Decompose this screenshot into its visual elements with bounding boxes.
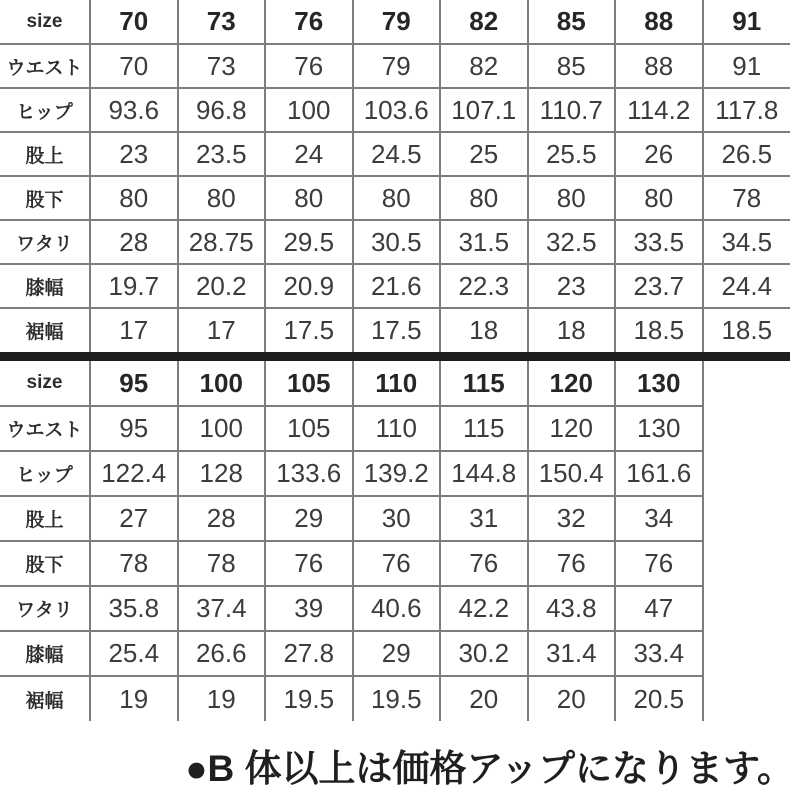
table-cell: 33.5: [615, 220, 703, 264]
size-header-cell: 76: [265, 0, 353, 44]
table-cell: 76: [615, 541, 703, 586]
size-header-cell: 100: [178, 361, 266, 406]
table-cell: 76: [353, 541, 441, 586]
table-cell: 80: [440, 176, 528, 220]
table-cell: 82: [440, 44, 528, 88]
table-cell: 114.2: [615, 88, 703, 132]
table-cell: 23: [528, 264, 616, 308]
row-label: ヒップ: [0, 88, 90, 132]
table-cell: 47: [615, 586, 703, 631]
table-row: [0, 631, 703, 676]
size-header-label: size: [0, 361, 90, 406]
table-divider-bar: [0, 352, 790, 361]
table-cell: 93.6: [90, 88, 178, 132]
row-label: ワタリ: [0, 220, 90, 264]
table-cell: 80: [265, 176, 353, 220]
table-row: [0, 44, 790, 88]
table-row: [0, 264, 790, 308]
table-cell: 96.8: [178, 88, 266, 132]
table-cell: 30.2: [440, 631, 528, 676]
table-cell: 19: [90, 676, 178, 721]
table-cell: 30.5: [353, 220, 441, 264]
table-cell: 28: [178, 496, 266, 541]
table-cell: 117.8: [703, 88, 791, 132]
size-header-row: [0, 0, 790, 44]
table-cell: 35.8: [90, 586, 178, 631]
table-cell: 120: [528, 406, 616, 451]
table-cell: 79: [353, 44, 441, 88]
table-cell: 20.5: [615, 676, 703, 721]
table-cell: 28.75: [178, 220, 266, 264]
row-label: 裾幅: [0, 676, 90, 721]
table-cell: 31.5: [440, 220, 528, 264]
table-row: [0, 496, 703, 541]
size-header-cell: 85: [528, 0, 616, 44]
table-cell: 122.4: [90, 451, 178, 496]
table-row: [0, 220, 790, 264]
table-cell: 29.5: [265, 220, 353, 264]
size-header-cell: 79: [353, 0, 441, 44]
table-cell: 26: [615, 132, 703, 176]
size-header-cell: 91: [703, 0, 791, 44]
table-cell: 19.5: [353, 676, 441, 721]
table-cell: 78: [178, 541, 266, 586]
table-cell: 34.5: [703, 220, 791, 264]
table-cell: 40.6: [353, 586, 441, 631]
size-header-cell: 95: [90, 361, 178, 406]
table-cell: 21.6: [353, 264, 441, 308]
table-cell: 31.4: [528, 631, 616, 676]
table-cell: 27.8: [265, 631, 353, 676]
table-cell: 103.6: [353, 88, 441, 132]
table-cell: 105: [265, 406, 353, 451]
table-row: [0, 451, 703, 496]
size-header-cell: 105: [265, 361, 353, 406]
table-cell: 20.2: [178, 264, 266, 308]
table-row: [0, 176, 790, 220]
table-cell: 91: [703, 44, 791, 88]
row-label: ウエスト: [0, 406, 90, 451]
table-cell: 110.7: [528, 88, 616, 132]
table-cell: 17.5: [353, 308, 441, 352]
table-cell: 115: [440, 406, 528, 451]
table-cell: 130: [615, 406, 703, 451]
table-cell: 78: [703, 176, 791, 220]
row-label: 股下: [0, 541, 90, 586]
size-header-cell: 82: [440, 0, 528, 44]
table-cell: 26.6: [178, 631, 266, 676]
table-row: [0, 586, 703, 631]
table-cell: 70: [90, 44, 178, 88]
size-header-cell: 88: [615, 0, 703, 44]
table-cell: 76: [265, 541, 353, 586]
table-cell: 17.5: [265, 308, 353, 352]
table-cell: 24.4: [703, 264, 791, 308]
table-cell: 88: [615, 44, 703, 88]
size-header-label: size: [0, 0, 90, 44]
table-cell: 73: [178, 44, 266, 88]
size-header-cell: 73: [178, 0, 266, 44]
table-cell: 19.5: [265, 676, 353, 721]
table-cell: 29: [265, 496, 353, 541]
size-table-95-130: [0, 361, 704, 721]
table-cell: 18: [528, 308, 616, 352]
table-cell: 29: [353, 631, 441, 676]
row-label: 裾幅: [0, 308, 90, 352]
table-cell: 31: [440, 496, 528, 541]
table-cell: 39: [265, 586, 353, 631]
table-row: [0, 541, 703, 586]
table-row: [0, 676, 703, 721]
table-cell: 23.7: [615, 264, 703, 308]
table-cell: 19: [178, 676, 266, 721]
table-cell: 28: [90, 220, 178, 264]
table-cell: 20: [440, 676, 528, 721]
table-cell: 76: [265, 44, 353, 88]
table-cell: 33.4: [615, 631, 703, 676]
row-label: ウエスト: [0, 44, 90, 88]
row-label: 股上: [0, 496, 90, 541]
table-cell: 32: [528, 496, 616, 541]
table-cell: 25: [440, 132, 528, 176]
table-cell: 20: [528, 676, 616, 721]
size-header-cell: 130: [615, 361, 703, 406]
table-cell: 80: [615, 176, 703, 220]
row-label: 膝幅: [0, 631, 90, 676]
table-cell: 95: [90, 406, 178, 451]
table-cell: 18.5: [721, 315, 773, 345]
table-cell: 139.2: [353, 451, 441, 496]
table-cell: 24: [265, 132, 353, 176]
table-cell: 107.1: [440, 88, 528, 132]
price-note: ●B 体以上は価格アップになります。: [185, 748, 794, 789]
table-cell: 144.8: [440, 451, 528, 496]
table-row: [0, 132, 790, 176]
table-cell: 80: [528, 176, 616, 220]
table-cell: 23.5: [178, 132, 266, 176]
table-cell: 133.6: [265, 451, 353, 496]
table-cell: 32.5: [528, 220, 616, 264]
table-cell: 150.4: [528, 451, 616, 496]
table-cell: 25.4: [90, 631, 178, 676]
row-label: ヒップ: [0, 451, 90, 496]
table-cell: 76: [440, 541, 528, 586]
table-cell: 18.5: [615, 308, 703, 352]
size-header-cell: 115: [440, 361, 528, 406]
size-header-cell: 70: [90, 0, 178, 44]
table-cell: 161.6: [615, 451, 703, 496]
size-header-cell: 120: [528, 361, 616, 406]
table-cell: 24.5: [353, 132, 441, 176]
table-cell: 100: [265, 88, 353, 132]
table-cell: 22.3: [440, 264, 528, 308]
table-cell: 80: [90, 176, 178, 220]
table-cell: 85: [528, 44, 616, 88]
table-cell: 34: [615, 496, 703, 541]
table-cell: 78: [90, 541, 178, 586]
row-label: 股上: [0, 132, 90, 176]
table-cell: 80: [178, 176, 266, 220]
table-cell: 76: [528, 541, 616, 586]
row-label: ワタリ: [0, 586, 90, 631]
table-cell: 100: [178, 406, 266, 451]
table-cell: 25.5: [528, 132, 616, 176]
table-cell: 30: [353, 496, 441, 541]
table-cell: 20.9: [265, 264, 353, 308]
table-cell: 18: [440, 308, 528, 352]
table-cell: 23: [90, 132, 178, 176]
table-cell: 26.5: [703, 132, 791, 176]
table-row: [0, 88, 790, 132]
table-cell: 17: [178, 308, 266, 352]
table-cell: 27: [90, 496, 178, 541]
table-cell: 80: [353, 176, 441, 220]
size-table-70-91: [0, 0, 790, 352]
size-header-cell: 110: [353, 361, 441, 406]
table-cell: 110: [353, 406, 441, 451]
table-cell: 43.8: [528, 586, 616, 631]
table-cell: 17: [90, 308, 178, 352]
table-cell: 19.7: [90, 264, 178, 308]
table-row: [0, 406, 703, 451]
row-label: 膝幅: [0, 264, 90, 308]
row-label: 股下: [0, 176, 90, 220]
size-header-row: [0, 361, 703, 406]
table-row: [0, 308, 790, 352]
table-cell: 37.4: [178, 586, 266, 631]
table-cell: 42.2: [440, 586, 528, 631]
table-cell: 128: [178, 451, 266, 496]
